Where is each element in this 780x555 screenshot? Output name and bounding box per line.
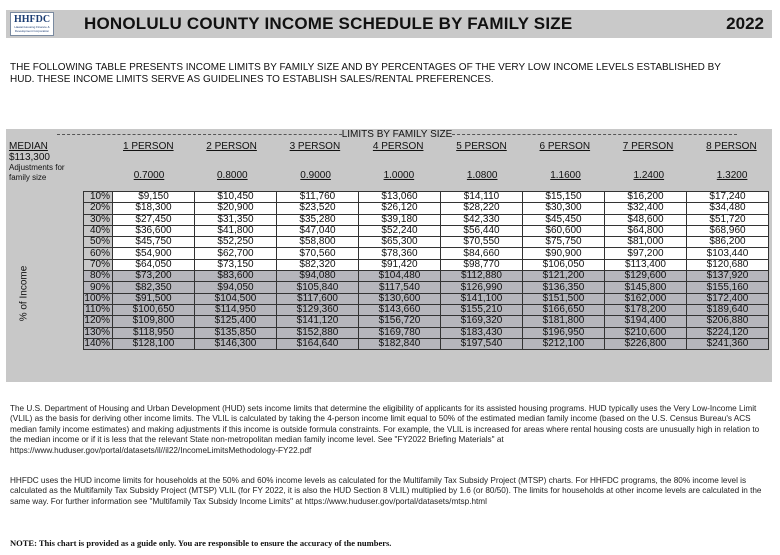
adjustment-factor: 1.1600	[550, 170, 581, 181]
income-cell: $130,600	[359, 293, 441, 304]
income-cell: $13,060	[359, 192, 441, 203]
adjustment-factor: 0.8000	[217, 170, 248, 181]
income-cell: $183,430	[441, 327, 523, 338]
income-cell: $128,100	[113, 338, 195, 349]
column-header: 1 PERSON	[123, 141, 174, 152]
table-row	[84, 214, 769, 225]
income-cell: $169,320	[441, 316, 523, 327]
income-cell: $73,150	[195, 259, 277, 270]
table-row	[84, 327, 769, 338]
income-cell: $121,200	[523, 271, 605, 282]
income-cell: $82,320	[277, 259, 359, 270]
table-row	[84, 293, 769, 304]
adjustment-factor: 1.2400	[633, 170, 665, 181]
income-cell: $83,600	[195, 271, 277, 282]
income-cell: $212,100	[523, 338, 605, 349]
income-cell: $151,500	[523, 293, 605, 304]
income-cell: $11,760	[277, 192, 359, 203]
income-cell: $70,560	[277, 248, 359, 259]
income-cell: $60,600	[523, 225, 605, 236]
column-header: 8 PERSON	[706, 141, 757, 152]
income-cell: $210,600	[605, 327, 687, 338]
percent-cell: 70%	[84, 259, 113, 270]
percent-cell: 30%	[84, 214, 113, 225]
income-cell: $82,350	[113, 282, 195, 293]
income-cell: $136,350	[523, 282, 605, 293]
table-row	[84, 259, 769, 270]
income-cell: $120,680	[687, 259, 769, 270]
income-cell: $194,400	[605, 316, 687, 327]
income-cell: $169,780	[359, 327, 441, 338]
income-cell: $45,450	[523, 214, 605, 225]
income-cell: $113,400	[605, 259, 687, 270]
income-cell: $45,750	[113, 237, 195, 248]
adjustment-factor: 1.0000	[383, 170, 415, 181]
income-cell: $152,880	[277, 327, 359, 338]
income-cell: $52,240	[359, 225, 441, 236]
income-cell: $137,920	[687, 271, 769, 282]
income-cell: $30,300	[523, 203, 605, 214]
income-cell: $155,210	[441, 304, 523, 315]
income-cell: $78,360	[359, 248, 441, 259]
income-cell: $226,800	[605, 338, 687, 349]
income-cell: $181,800	[523, 316, 605, 327]
table-row	[84, 316, 769, 327]
income-cell: $104,480	[359, 271, 441, 282]
income-cell: $94,050	[195, 282, 277, 293]
income-cell: $9,150	[113, 192, 195, 203]
intro-text: THE FOLLOWING TABLE PRESENTS INCOME LIMITS BY FAMILY SIZE AND BY PERCENTAGES OF THE VERY LOW INCOME LEVELS ESTABLISHED BY HUD. THESE INCOME LIMITS SERVE AS GUIDELINES TO ESTABLISH SALES/RENTAL PREFERENCES.	[10, 62, 721, 85]
median-value: $113,300	[9, 152, 50, 163]
income-cell: $166,650	[523, 304, 605, 315]
income-cell: $103,440	[687, 248, 769, 259]
column-header: 5 PERSON	[456, 141, 507, 152]
income-cell: $17,240	[687, 192, 769, 203]
limits-title-text: LIMITS BY FAMILY SIZE	[341, 129, 453, 140]
income-cell: $189,640	[687, 304, 769, 315]
income-cell: $135,850	[195, 327, 277, 338]
income-cell: $224,120	[687, 327, 769, 338]
year-label: 2022	[726, 14, 764, 33]
table-row	[84, 237, 769, 248]
table-row	[84, 203, 769, 214]
table-row	[84, 225, 769, 236]
column-header: 4 PERSON	[372, 141, 424, 152]
income-cell: $15,150	[523, 192, 605, 203]
income-cell: $241,360	[687, 338, 769, 349]
income-cell: $36,600	[113, 225, 195, 236]
percent-cell: 50%	[84, 237, 113, 248]
income-cell: $164,640	[277, 338, 359, 349]
income-cell: $54,900	[113, 248, 195, 259]
income-cell: $162,000	[605, 293, 687, 304]
income-cell: $84,660	[441, 248, 523, 259]
income-cell: $35,280	[277, 214, 359, 225]
income-cell: $196,950	[523, 327, 605, 338]
disclaimer-note: NOTE: This chart is provided as a guide only. You are responsible to ensure the accuracy of the numbers.	[10, 538, 392, 548]
column-header: 2 PERSON	[206, 141, 257, 152]
adjustment-factor: 0.9000	[300, 170, 331, 181]
income-cell: $91,500	[113, 293, 195, 304]
income-cell: $197,540	[441, 338, 523, 349]
logo-text: HHFDC	[13, 14, 51, 25]
income-cell: $41,800	[195, 225, 277, 236]
income-cell: $106,050	[523, 259, 605, 270]
percent-cell: 10%	[84, 192, 113, 203]
income-cell: $75,750	[523, 237, 605, 248]
income-cell: $28,220	[441, 203, 523, 214]
adjustment-factor: 1.0800	[466, 170, 498, 181]
adjustments-label: Adjustments for family size	[9, 163, 65, 182]
median-block	[9, 141, 71, 183]
income-cell: $172,400	[687, 293, 769, 304]
percent-cell: 60%	[84, 248, 113, 259]
percent-cell: 80%	[84, 271, 113, 282]
income-limits-panel	[6, 129, 772, 382]
hhfdc-paragraph: HHFDC uses the HUD income limits for households at the 50% and 60% income levels as calculated for the Multifamily Tax Subsidy Project (MTSP) charts. For HHFDC programs, the 80% income level is calculated as the Multifamily Tax Subsidy Project (MTSP) VLIL (for FY 2022, it is also the HUD Section 8 VLIL) multiplied by 1.6 (or 80/50). The limits for households at other income levels are calculated in the same way. For further information see "Multifamily Tax Subsidy Income Limits" at https://www.huduser.gov/portal/datasets/mtsp.html	[10, 476, 762, 506]
table-row	[84, 271, 769, 282]
income-cell: $117,540	[359, 282, 441, 293]
dash-right	[452, 134, 737, 135]
income-cell: $48,600	[605, 214, 687, 225]
income-cell: $56,440	[441, 225, 523, 236]
income-cell: $65,300	[359, 237, 441, 248]
income-cell: $156,720	[359, 316, 441, 327]
adjustment-factor: 0.7000	[133, 170, 165, 181]
income-cell: $64,800	[605, 225, 687, 236]
income-cell: $32,400	[605, 203, 687, 214]
income-cell: $51,720	[687, 214, 769, 225]
adjustment-factor: 1.3200	[716, 170, 748, 181]
percent-cell: 130%	[84, 327, 113, 338]
income-cell: $27,450	[113, 214, 195, 225]
income-cell: $90,900	[523, 248, 605, 259]
income-cell: $39,180	[359, 214, 441, 225]
column-header: 3 PERSON	[289, 141, 341, 152]
income-cell: $129,360	[277, 304, 359, 315]
income-cell: $34,480	[687, 203, 769, 214]
income-cell: $10,450	[195, 192, 277, 203]
income-cell: $23,520	[277, 203, 359, 214]
income-cell: $178,200	[605, 304, 687, 315]
income-cell: $105,840	[277, 282, 359, 293]
income-cell: $125,400	[195, 316, 277, 327]
income-cell: $118,950	[113, 327, 195, 338]
percent-cell: 20%	[84, 203, 113, 214]
column-header: 7 PERSON	[622, 141, 674, 152]
income-cell: $58,800	[277, 237, 359, 248]
logo-subtext: Hawaii Housing Finance & Development Corporation	[14, 25, 50, 33]
income-table	[83, 191, 769, 350]
income-cell: $114,950	[195, 304, 277, 315]
income-cell: $182,840	[359, 338, 441, 349]
income-cell: $141,100	[441, 293, 523, 304]
income-cell: $52,250	[195, 237, 277, 248]
income-cell: $81,000	[605, 237, 687, 248]
income-cell: $143,660	[359, 304, 441, 315]
income-cell: $98,770	[441, 259, 523, 270]
income-cell: $104,500	[195, 293, 277, 304]
income-cell: $86,200	[687, 237, 769, 248]
percent-cell: 120%	[84, 316, 113, 327]
income-cell: $62,700	[195, 248, 277, 259]
table-row	[84, 304, 769, 315]
percent-cell: 100%	[84, 293, 113, 304]
table-row	[84, 338, 769, 349]
percent-cell: 90%	[84, 282, 113, 293]
income-cell: $129,600	[605, 271, 687, 282]
income-cell: $73,200	[113, 271, 195, 282]
income-cell: $97,200	[605, 248, 687, 259]
hud-paragraph: The U.S. Department of Housing and Urban Development (HUD) sets income limits that determine the eligibility of applicants for its assisted housing programs. HUD typically uses the Very Low-Income Limit (VLIL) as the basis for deriving other income limits. The VLIL is calculated by taking the 4-person income limit equal to 50% of the estimated median family income (based on the U.S. Census Bureau's ACS median family income estimates) and making adjustments if this income is outside formula constraints. For example, the VLIL is increased for areas where rental housing costs are unusually high in relation to the median income or if it is less that the relevant State non-metropolitan median family income level. See "FY2022 Briefing Materials" at https://www.huduser.gov/portal/datasets/il//il22/IncomeLimitsMethodology-FY22.pdf	[10, 404, 760, 455]
table-row	[84, 282, 769, 293]
income-cell: $47,040	[277, 225, 359, 236]
percent-cell: 40%	[84, 225, 113, 236]
table-row	[84, 248, 769, 259]
income-cell: $31,350	[195, 214, 277, 225]
income-cell: $68,960	[687, 225, 769, 236]
income-cell: $26,120	[359, 203, 441, 214]
income-cell: $117,600	[277, 293, 359, 304]
page-title: HONOLULU COUNTY INCOME SCHEDULE BY FAMILY SIZE	[84, 14, 573, 33]
income-cell: $20,900	[195, 203, 277, 214]
dash-left	[57, 134, 342, 135]
income-cell: $18,300	[113, 203, 195, 214]
limits-section-title	[46, 129, 748, 141]
income-cell: $42,330	[441, 214, 523, 225]
income-cell: $145,800	[605, 282, 687, 293]
income-cell: $14,110	[441, 192, 523, 203]
income-cell: $91,420	[359, 259, 441, 270]
income-cell: $16,200	[605, 192, 687, 203]
percent-cell: 110%	[84, 304, 113, 315]
percent-cell: 140%	[84, 338, 113, 349]
table-row	[84, 192, 769, 203]
income-cell: $100,650	[113, 304, 195, 315]
income-cell: $64,050	[113, 259, 195, 270]
title-bar	[6, 10, 772, 38]
income-cell: $112,880	[441, 271, 523, 282]
income-cell: $94,080	[277, 271, 359, 282]
income-cell: $126,990	[441, 282, 523, 293]
hhfdc-logo	[10, 12, 54, 36]
income-cell: $141,120	[277, 316, 359, 327]
income-cell: $155,160	[687, 282, 769, 293]
income-cell: $70,550	[441, 237, 523, 248]
income-cell: $206,880	[687, 316, 769, 327]
income-cell: $146,300	[195, 338, 277, 349]
income-cell: $109,800	[113, 316, 195, 327]
median-label: MEDIAN	[9, 141, 48, 152]
column-header: 6 PERSON	[539, 141, 591, 152]
y-axis-label: % of Income	[18, 265, 30, 322]
